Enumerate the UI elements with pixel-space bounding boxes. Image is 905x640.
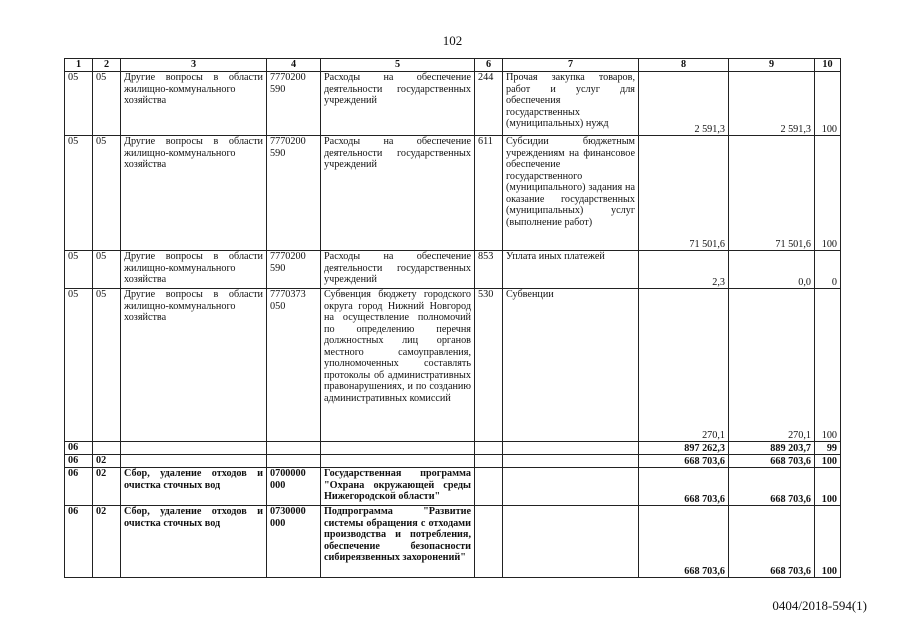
- header-cell: 3: [121, 59, 267, 72]
- target-article-code: 7770200 590: [267, 72, 321, 136]
- header-cell: 2: [93, 59, 121, 72]
- execution-percent: 100: [815, 136, 841, 251]
- expense-type-code: 530: [475, 289, 503, 442]
- header-cell: 6: [475, 59, 503, 72]
- section-code: 05: [65, 251, 93, 289]
- subsection-code: 05: [93, 289, 121, 442]
- section-code: 06: [65, 442, 93, 455]
- expense-type-code: [475, 468, 503, 506]
- article-name: Расходы на обеспечение деятельности государственных учреждений: [321, 136, 475, 251]
- target-article-code: 7770200 590: [267, 136, 321, 251]
- execution-percent: 100: [815, 72, 841, 136]
- execution-percent: 100: [815, 289, 841, 442]
- header-cell: 4: [267, 59, 321, 72]
- subsection-code: 02: [93, 455, 121, 468]
- table-row: [65, 136, 841, 251]
- target-article-code: 0730000 000: [267, 506, 321, 578]
- subsection-code: 02: [93, 506, 121, 578]
- execution-percent: 100: [815, 455, 841, 468]
- execution-percent: 0: [815, 251, 841, 289]
- execution-percent: 99: [815, 442, 841, 455]
- actual-amount: 0,0: [729, 251, 815, 289]
- expense-type-code: [475, 455, 503, 468]
- section-name: Сбор, удаление отходов и очистка сточных вод: [121, 506, 267, 578]
- actual-amount: 71 501,6: [729, 136, 815, 251]
- table-row: [65, 442, 841, 455]
- section-name: [121, 455, 267, 468]
- planned-amount: 668 703,6: [639, 468, 729, 506]
- target-article-code: [267, 455, 321, 468]
- table-row: [65, 506, 841, 578]
- header-cell: 5: [321, 59, 475, 72]
- section-code: 06: [65, 506, 93, 578]
- planned-amount: 897 262,3: [639, 442, 729, 455]
- execution-percent: 100: [815, 506, 841, 578]
- actual-amount: 889 203,7: [729, 442, 815, 455]
- document-code: 0404/2018-594(1): [772, 598, 867, 613]
- article-name: [321, 455, 475, 468]
- table-row: [65, 289, 841, 442]
- planned-amount: 668 703,6: [639, 506, 729, 578]
- expense-type-name: Уплата иных платежей: [503, 251, 639, 289]
- subsection-code: 02: [93, 468, 121, 506]
- expense-type-name: Субсидии бюджетным учреждениям на финансовое обеспечение государственного (муниципального) задания на оказание государственных (муниципальных) услуг (выполнение работ): [503, 136, 639, 251]
- expense-type-name: Прочая закупка товаров, работ и услуг для обеспечения государственных (муниципальных) нужд: [503, 72, 639, 136]
- section-name: Другие вопросы в области жилищно-коммунального хозяйства: [121, 251, 267, 289]
- expense-type-name: [503, 506, 639, 578]
- article-name: Подпрограмма "Развитие системы обращения с отходами производства и потребления, обеспечение безопасности сибиреязвенных захоронений": [321, 506, 475, 578]
- article-name: Государственная программа "Охрана окружающей среды Нижегородской области": [321, 468, 475, 506]
- section-name: Другие вопросы в области жилищно-коммунального хозяйства: [121, 136, 267, 251]
- planned-amount: 668 703,6: [639, 455, 729, 468]
- article-name: Расходы на обеспечение деятельности государственных учреждений: [321, 251, 475, 289]
- table-row: [65, 455, 841, 468]
- article-name: [321, 442, 475, 455]
- expense-type-name: [503, 468, 639, 506]
- planned-amount: 270,1: [639, 289, 729, 442]
- header-cell: 7: [503, 59, 639, 72]
- subsection-code: [93, 442, 121, 455]
- execution-percent: 100: [815, 468, 841, 506]
- header-cell: 8: [639, 59, 729, 72]
- expense-type-code: [475, 506, 503, 578]
- planned-amount: 2,3: [639, 251, 729, 289]
- expense-type-name: [503, 455, 639, 468]
- target-article-code: [267, 442, 321, 455]
- expense-type-code: 853: [475, 251, 503, 289]
- table-row: [65, 72, 841, 136]
- section-code: 06: [65, 455, 93, 468]
- planned-amount: 71 501,6: [639, 136, 729, 251]
- table-row: [65, 468, 841, 506]
- expense-type-name: Субвенции: [503, 289, 639, 442]
- page-number: 102: [442, 33, 463, 48]
- target-article-code: 7770373 050: [267, 289, 321, 442]
- subsection-code: 05: [93, 72, 121, 136]
- header-cell: 9: [729, 59, 815, 72]
- target-article-code: 7770200 590: [267, 251, 321, 289]
- header-cell: 10: [815, 59, 841, 72]
- section-name: Сбор, удаление отходов и очистка сточных вод: [121, 468, 267, 506]
- expense-type-code: 244: [475, 72, 503, 136]
- actual-amount: 270,1: [729, 289, 815, 442]
- article-name: Субвенция бюджету городского округа город Нижний Новгород на осуществление полномочий по определению перечня должностных лиц органов местного самоуправления, уполномоченных составлять протоколы об административных правонарушениях, и по созданию административных комиссий: [321, 289, 475, 442]
- section-name: Другие вопросы в области жилищно-коммунального хозяйства: [121, 72, 267, 136]
- section-code: 05: [65, 289, 93, 442]
- article-name: Расходы на обеспечение деятельности государственных учреждений: [321, 72, 475, 136]
- table-header-row: [65, 59, 841, 72]
- section-name: [121, 442, 267, 455]
- section-code: 05: [65, 136, 93, 251]
- header-cell: 1: [65, 59, 93, 72]
- target-article-code: 0700000 000: [267, 468, 321, 506]
- expense-type-code: 611: [475, 136, 503, 251]
- section-code: 06: [65, 468, 93, 506]
- section-name: Другие вопросы в области жилищно-коммунального хозяйства: [121, 289, 267, 442]
- subsection-code: 05: [93, 251, 121, 289]
- actual-amount: 2 591,3: [729, 72, 815, 136]
- expense-type-name: [503, 442, 639, 455]
- actual-amount: 668 703,6: [729, 468, 815, 506]
- subsection-code: 05: [93, 136, 121, 251]
- planned-amount: 2 591,3: [639, 72, 729, 136]
- table-row: [65, 251, 841, 289]
- actual-amount: 668 703,6: [729, 506, 815, 578]
- budget-table: [64, 58, 841, 578]
- section-code: 05: [65, 72, 93, 136]
- actual-amount: 668 703,6: [729, 455, 815, 468]
- expense-type-code: [475, 442, 503, 455]
